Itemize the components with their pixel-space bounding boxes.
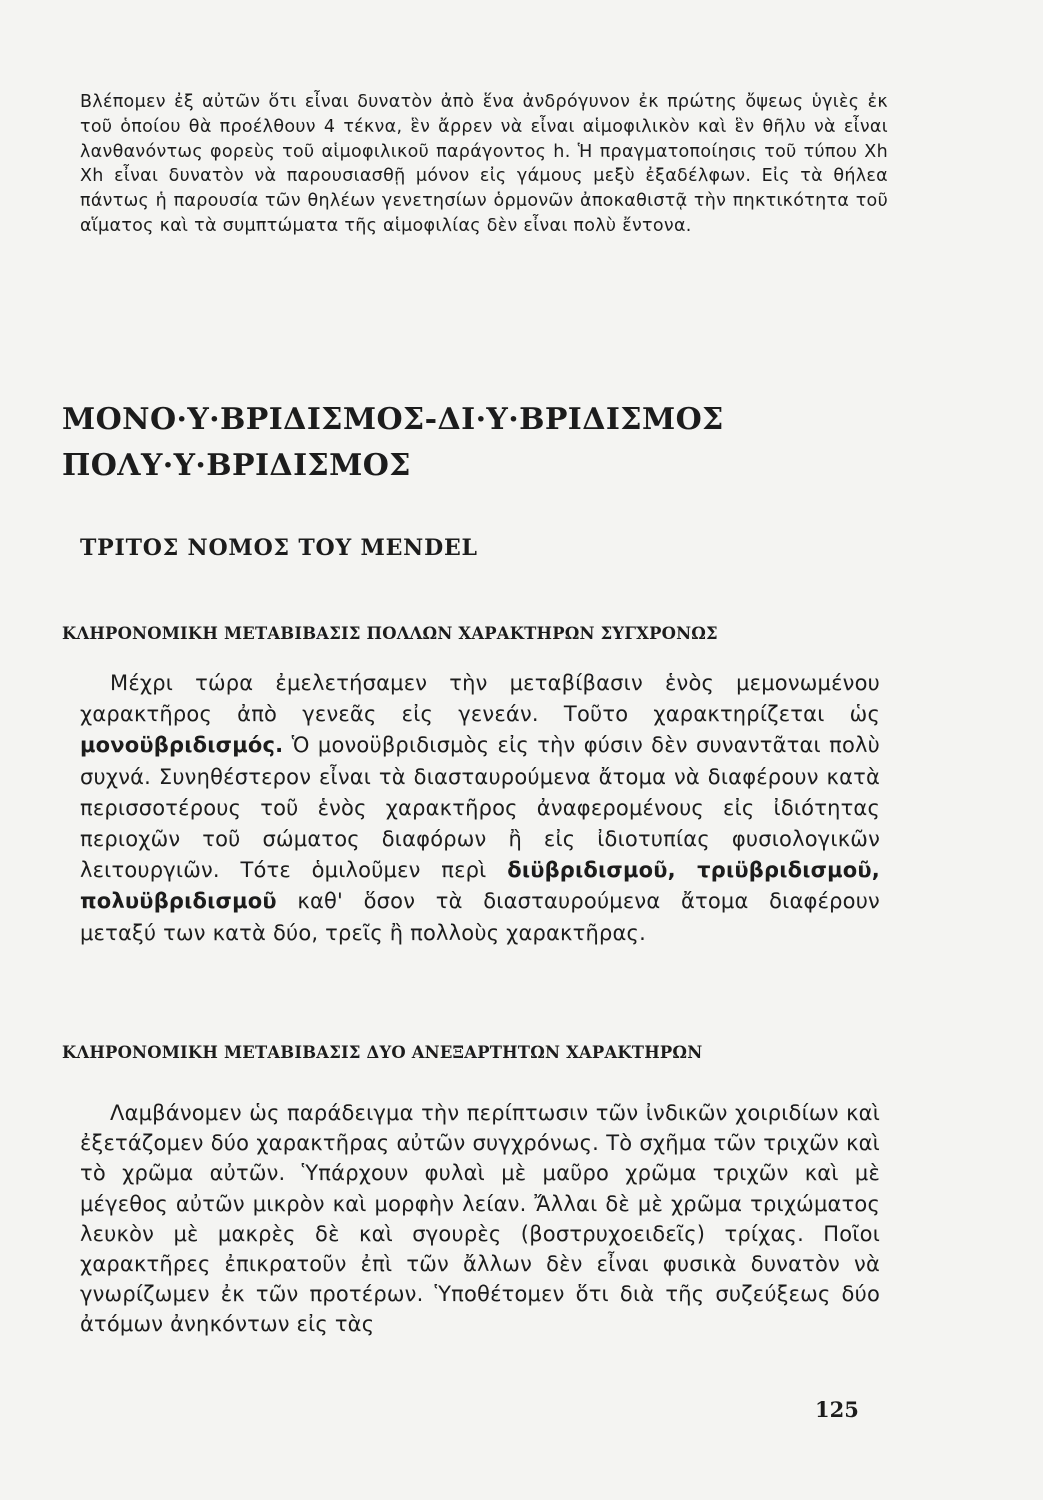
chapter-subtitle: ΤΡΙΤΟΣ ΝΟΜΟΣ ΤΟΥ MENDEL: [80, 535, 478, 561]
section-1-paragraph: [80, 668, 880, 949]
section-1-text-part-1: Μέχρι τώρα ἐμελετήσαμεν τὴν μεταβίβασιν ἑνὸς μεμονωμένου χαρακτῆρος ἀπὸ γενεᾶς εἰς γενεάν. Τοῦτο χαρακτηρίζεται ὡς: [80, 671, 880, 727]
section-2-paragraph: [80, 1098, 880, 1340]
chapter-title-line-2: ΠΟΛΥ·Υ·ΒΡΙΔΙΣΜΟΣ: [62, 448, 411, 483]
section-1-text-part-2: Ὁ μονοϋβριδισμὸς εἰς τὴν φύσιν δὲν συναντᾶται πολὺ συχνά. Συνηθέστερον εἶναι τὰ διασταυρούμενα ἄτομα νὰ διαφέρουν κατὰ περισσοτέρους τοῦ ἑνὸς χαρακτῆρος ἀναφερομένους εἰς ἰδιότητας περιοχῶν τοῦ σώματος διαφόρων ἢ εἰς ἰδιοτυπίας φυσιολογικῶν λειτουργιῶν. Τότε ὁμιλοῦμεν περὶ: [80, 733, 880, 883]
intro-paragraph: Βλέπομεν ἐξ αὐτῶν ὅτι εἶναι δυνατὸν ἀπὸ ἕνα ἀνδρόγυνον ἐκ πρώτης ὄψεως ὑγιὲς ἐκ τοῦ ὁποίου θὰ προέλθουν 4 τέκνα, ἓν ἄρρεν νὰ εἶναι αἱμοφιλικὸν καὶ ἓν θῆλυ νὰ εἶναι λανθανόντως φορεὺς τοῦ αἱμοφιλικοῦ παράγοντος h. Ἡ πραγματοποίησις τοῦ τύπου Xh Xh εἶναι δυνατὸν νὰ παρουσιασθῇ μόνον εἰς γάμους μεξὺ ἐξαδέλφων. Εἰς τὰ θήλεα πάντως ἡ παρουσία τῶν θηλέων γενετησίων ὁρμονῶν ἀποκαθιστᾷ τὴν πηκτικότητα τοῦ αἵματος καὶ τὰ συμπτώματα τῆς αἱμοφιλίας δὲν εἶναι πολὺ ἔντονα.: [80, 92, 888, 236]
chapter-title-line-1: ΜΟΝΟ·Υ·ΒΡΙΔΙΣΜΟΣ-ΔΙ·Υ·ΒΡΙΔΙΣΜΟΣ: [62, 402, 724, 437]
section-heading-2: ΚΛΗΡΟΝΟΜΙΚΗ ΜΕΤΑΒΙΒΑΣΙΣ ΔΥΟ ΑΝΕΞΑΡΤΗΤΩΝ ΧΑΡΑΚΤΗΡΩΝ: [62, 1043, 703, 1062]
section-1-text-part-3: καθ' ὅσον τὰ διασταυρούμενα ἄτομα διαφέρουν μεταξύ των κατὰ δύο, τρεῖς ἢ πολλοὺς χαρακτῆρας.: [80, 889, 880, 945]
section-heading-1: ΚΛΗΡΟΝΟΜΙΚΗ ΜΕΤΑΒΙΒΑΣΙΣ ΠΟΛΛΩΝ ΧΑΡΑΚΤΗΡΩΝ ΣΥΓΧΡΟΝΩΣ: [62, 624, 718, 643]
page-number: 125: [815, 1397, 859, 1422]
section-2-text: Λαμβάνομεν ὡς παράδειγμα τὴν περίπτωσιν τῶν ἰνδικῶν χοιριδίων καὶ ἐξετάζομεν δύο χαρακτῆρας αὐτῶν συγχρόνως. Τὸ σχῆμα τῶν τριχῶν καὶ τὸ χρῶμα αὐτῶν. Ὑπάρχουν φυλαὶ μὲ μαῦρο χρῶμα τριχῶν καὶ μὲ μέγεθος αὐτῶν μικρὸν καὶ μορφὴν λείαν. Ἄλλαι δὲ μὲ χρῶμα τριχώματος λευκὸν μὲ μακρὲς δὲ καὶ σγουρὲς (βοστρυχοειδεῖς) τρίχας. Ποῖοι χαρακτῆρες ἐπικρατοῦν ἐπὶ τῶν ἄλλων δὲν εἶναι φυσικὰ δυνατὸν νὰ γνωρίζωμεν ἐκ τῶν προτέρων. Ὑποθέτομεν ὅτι διὰ τῆς συζεύξεως δύο ἀτόμων ἀνηκόντων εἰς τὰς: [80, 1101, 880, 1337]
term-polyhybridism: διϋβριδισμοῦ, τριϋβριδισμοῦ, πολυϋβριδισμοῦ: [80, 858, 880, 914]
term-monohybridism: μονοϋβριδισμός.: [80, 733, 284, 758]
